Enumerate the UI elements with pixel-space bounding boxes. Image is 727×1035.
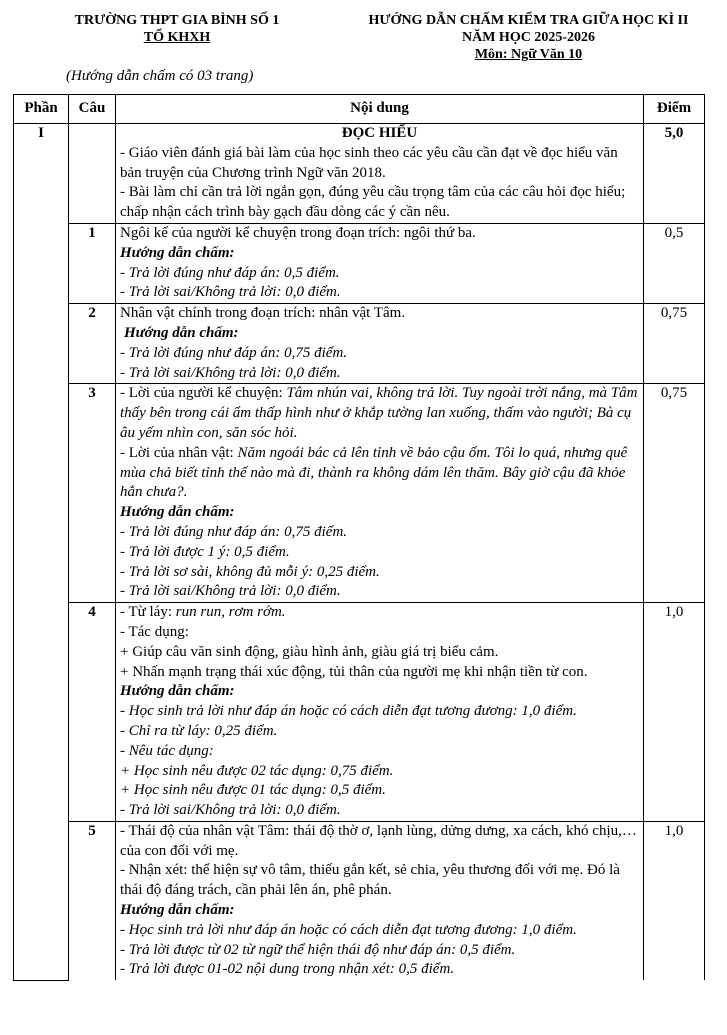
department-name: TỔ KHXH [143,30,211,45]
answer-quote: Tâm nhún vai, không trả lời. Tuy ngoài trời nắng, mà Tâm thấy bên trong cái ẩm thấp hình như ở khắp tường lan xuống, thấm vào người; Bà cụ âu yếm nhìn con, săn sóc hỏi. [120,385,638,441]
guide-line: - Trả lời sai/Không trả lời: 0,0 điểm. [120,364,341,381]
guide-line: - Trả lời sai/Không trả lời: 0,0 điểm. [120,802,341,819]
guide-line: - Nêu tác dụng: [120,742,214,759]
guide-line: - Học sinh trả lời như đáp án hoặc có cách diễn đạt tương đương: 1,0 điểm. [120,703,577,720]
header-noi-dung: Nội dung [116,95,644,124]
answer-text: Nhân vật chính trong đoạn trích: nhân vật Tâm. [120,305,406,322]
question-score: 1,0 [644,603,705,822]
answer-content [116,223,644,303]
question-score: 0,75 [644,384,705,603]
school-header [42,12,312,46]
guide-line: - Trả lời đúng như đáp án: 0,75 điểm. [120,523,348,540]
answer-text: + Nhấn mạnh trạng thái xúc động, tủi thân của người mẹ khi nhận tiền từ con. [120,663,588,680]
guide-line: + Học sinh nêu được 01 tác dụng: 0,5 điểm. [120,782,386,799]
section-intro-line: - Giáo viên đánh giá bài làm của học sinh theo các yêu cầu cần đạt về đọc hiểu văn bản truyện của Chương trình Ngữ văn 2018. [120,144,618,181]
section-title: ĐỌC HIỂU [341,125,418,141]
answer-narrator-speech [120,384,639,443]
guide-line: - Trả lời sai/Không trả lời: 0,0 điểm. [120,284,341,301]
school-name: TRƯỜNG THPT GIA BÌNH SỐ 1 [74,13,280,28]
question-score: 0,75 [644,304,705,384]
document-title-block [330,12,727,63]
answer-content [116,603,644,822]
table-row [14,603,705,822]
answer-quote: Năm ngoái bác cả lên tỉnh về bảo cậu ốm. Tôi lo quá, nhưng quê mùa chả biết tỉnh thế nào mà đi, thành ra không dám lên thăm. Bây giờ cậu đã khỏe hẳn chưa?. [120,444,628,501]
guide-heading: Hướng dẫn chấm: [120,244,235,261]
guide-line: - Trả lời sơ sài, không đủ mỗi ý: 0,25 điểm. [120,563,380,580]
answer-reduplicative-words [120,603,639,623]
question-number: 4 [69,603,116,822]
section-cau-empty [69,124,116,224]
school-year: NĂM HỌC 2025-2026 [462,30,595,45]
guide-line: + Học sinh nêu được 02 tác dụng: 0,75 điểm. [120,762,394,779]
guide-line: - Trả lời được 1 ý: 0,5 điểm. [120,543,290,560]
table-row [14,821,705,980]
subject-name: Môn: Ngữ Văn 10 [474,47,583,62]
page-count-note: (Hướng dẫn chấm có 03 trang) [66,68,254,84]
answer-prefix: - Lời của nhân vật: [120,444,238,461]
document-title: HƯỚNG DẪN CHẤM KIỂM TRA GIỮA HỌC KÌ II [368,13,689,28]
answer-quote: run run, rơm rớm. [175,604,286,621]
header-diem: Điểm [644,95,705,124]
section-content [116,124,644,224]
header-phan: Phần [14,95,69,124]
answer-text: - Thái độ của nhân vật Tâm: thái độ thờ ơ, lạnh lùng, dửng dưng, xa cách, khó chịu,… của con đối với mẹ. [120,822,637,859]
guide-line: - Trả lời sai/Không trả lời: 0,0 điểm. [120,583,341,600]
guide-heading: Hướng dẫn chấm: [120,683,235,700]
question-number: 3 [69,384,116,603]
guide-line: - Trả lời được từ 02 từ ngữ thể hiện thái độ như đáp án: 0,5 điểm. [120,941,516,958]
question-number: 5 [69,821,116,980]
answer-text: - Nhận xét: thể hiện sự vô tâm, thiếu gắn kết, sẻ chia, yêu thương đối với mẹ. Đó là thái độ đáng trách, cần phải lên án, phê phán. [120,862,620,899]
table-header-row [14,95,705,124]
question-number: 1 [69,223,116,303]
grading-table [13,94,705,981]
section-row [14,124,705,224]
guide-heading: Hướng dẫn chấm: [124,324,239,341]
answer-content [116,821,644,980]
answer-prefix: - Từ láy: [120,604,176,621]
section-number: I [14,124,69,981]
question-score: 1,0 [644,821,705,980]
answer-content [116,384,644,603]
answer-text: + Giúp câu văn sinh động, giàu hình ảnh, giàu giá trị biểu cảm. [120,643,499,660]
guide-heading: Hướng dẫn chấm: [120,504,235,521]
table-row [14,304,705,384]
guide-line: - Chỉ ra từ láy: 0,25 điểm. [120,722,278,739]
table-row [14,384,705,603]
table-row [14,223,705,303]
guide-line: - Học sinh trả lời như đáp án hoặc có cách diễn đạt tương đương: 1,0 điểm. [120,921,577,938]
section-score: 5,0 [644,124,705,224]
answer-prefix: - Lời của người kể chuyện: [120,385,287,402]
question-number: 2 [69,304,116,384]
question-score: 0,5 [644,223,705,303]
answer-text: - Tác dụng: [120,623,189,640]
guide-line: - Trả lời đúng như đáp án: 0,75 điểm. [120,344,348,361]
header-cau: Câu [69,95,116,124]
guide-line: - Trả lời đúng như đáp án: 0,5 điểm. [120,264,340,281]
answer-text: Ngôi kể của người kể chuyện trong đoạn trích: ngôi thứ ba. [120,224,476,241]
section-intro-line: - Bài làm chỉ cần trả lời ngắn gọn, đúng yêu cầu trọng tâm của các câu hỏi đọc hiểu; chấp nhận cách trình bày gạch đầu dòng các ý cần nêu. [120,184,626,221]
guide-heading: Hướng dẫn chấm: [120,902,235,919]
guide-line: - Trả lời được 01-02 nội dung trong nhận xét: 0,5 điểm. [120,961,455,978]
answer-content [116,304,644,384]
answer-character-speech [120,444,639,503]
